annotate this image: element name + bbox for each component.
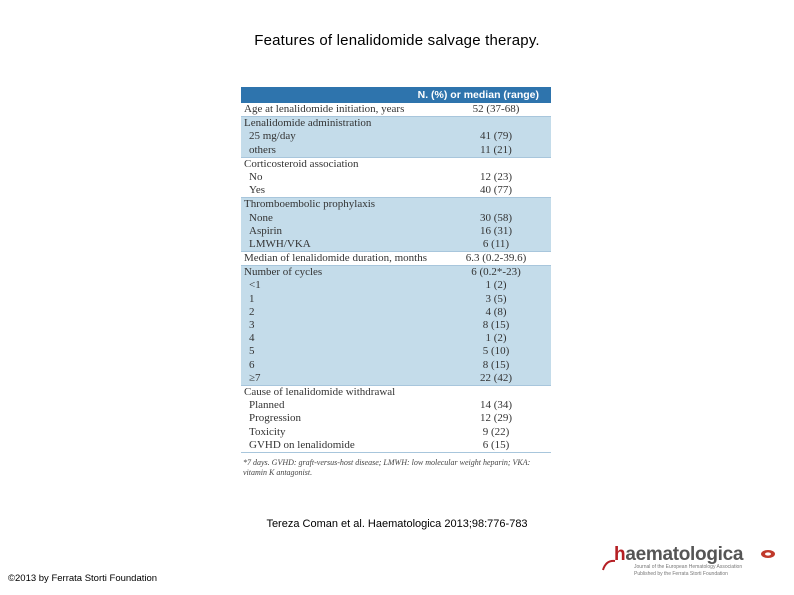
row-label: 4	[249, 332, 255, 345]
table-row	[241, 225, 551, 238]
row-value: 8 (15)	[482, 319, 510, 331]
row-label: 3	[249, 319, 255, 331]
header-value-label: N. (%) or median (range)	[417, 89, 539, 101]
row-value: 1 (2)	[485, 332, 507, 345]
table-row	[241, 359, 551, 372]
table-group	[241, 252, 551, 266]
table-row	[241, 184, 551, 197]
table-row	[241, 439, 551, 452]
row-label: Yes	[249, 184, 266, 197]
logo-subtitle-line-1: Journal of the European Hematology Association	[634, 564, 743, 570]
row-value	[441, 158, 551, 171]
row-value: 6 (0.2*-23)	[471, 266, 521, 279]
row-value: 30 (58)	[479, 211, 513, 224]
row-label: Toxicity	[249, 425, 286, 438]
row-label: others	[249, 143, 276, 156]
row-value: 9 (22)	[482, 425, 510, 438]
logo-wordmark: haematologica	[614, 544, 744, 565]
row-value: 11 (21)	[480, 143, 512, 156]
row-label: GVHD on lenalidomide	[249, 438, 355, 451]
table-row	[241, 306, 551, 319]
row-value: 6 (15)	[482, 438, 510, 451]
row-label: Aspirin	[249, 224, 282, 237]
table-row	[241, 386, 551, 399]
table-row	[241, 345, 551, 358]
table-row	[241, 238, 551, 251]
table-row	[241, 198, 551, 211]
table-group	[241, 158, 551, 199]
table-group	[241, 103, 551, 117]
logo-subtitle-line-2: Published by the Ferrata Storti Foundation	[634, 571, 728, 577]
table-row	[241, 144, 551, 157]
row-label: <1	[249, 279, 261, 292]
table-row	[241, 279, 551, 292]
row-label: 25 mg/day	[249, 130, 296, 143]
row-value: 22 (42)	[479, 371, 513, 384]
copyright-notice: ©2013 by Ferrata Storti Foundation	[8, 573, 158, 584]
row-value: 3 (5)	[485, 292, 507, 305]
features-table	[241, 87, 551, 478]
table-body	[241, 103, 551, 453]
table-row	[241, 399, 551, 412]
table-row	[241, 426, 551, 439]
row-label: 5	[249, 345, 255, 358]
table-row	[241, 372, 551, 385]
citation: Tereza Coman et al. Haematologica 2013;98:776-783	[266, 518, 528, 530]
table-group	[241, 386, 551, 453]
row-label: No	[249, 170, 263, 183]
row-value: 5 (10)	[482, 345, 510, 358]
haematologica-logo	[600, 544, 780, 578]
table-row	[241, 212, 551, 225]
row-label: Age at lenalidomide initiation, years	[244, 103, 405, 115]
table-footnote: *7 days. GVHD: graft-versus-host disease; LMWH: low molecular weight heparin; VKA: vitamin K antagonist.	[243, 457, 531, 477]
row-value: 12 (23)	[479, 170, 513, 183]
row-value: 16 (31)	[479, 224, 513, 237]
table-row	[241, 319, 551, 332]
row-value: 14 (34)	[479, 399, 513, 412]
row-label: Cause of lenalidomide withdrawal	[244, 385, 396, 398]
row-value: 1 (2)	[485, 279, 507, 292]
row-value: 8 (15)	[482, 358, 510, 371]
table-group	[241, 266, 551, 386]
table-row	[241, 332, 551, 345]
row-value: 52 (37-68)	[472, 103, 520, 115]
table-row	[241, 266, 551, 279]
table-row	[241, 103, 551, 116]
table-row	[241, 171, 551, 184]
row-label: Lenalidomide administration	[244, 117, 372, 130]
row-label: Thromboembolic prophylaxis	[244, 198, 376, 211]
row-value	[441, 386, 551, 399]
row-label: None	[249, 211, 273, 224]
row-label: Planned	[249, 399, 285, 412]
table-header	[241, 87, 551, 103]
logo-emblem-icon	[760, 548, 776, 560]
row-label: Corticosteroid association	[244, 157, 359, 170]
row-label: LMWH/VKA	[249, 237, 311, 250]
row-label: ≥7	[249, 371, 261, 384]
slide-title: Features of lenalidomide salvage therapy.	[254, 32, 540, 49]
row-label: 2	[249, 305, 255, 318]
table-row	[241, 117, 551, 130]
table-group	[241, 117, 551, 158]
table-row	[241, 412, 551, 425]
row-value: 12 (29)	[479, 412, 513, 425]
row-label: Median of lenalidomide duration, months	[244, 252, 427, 265]
row-value	[441, 198, 551, 211]
table-row	[241, 158, 551, 171]
row-value: 40 (77)	[479, 184, 513, 197]
row-value: 6.3 (0.2-39.6)	[465, 252, 527, 265]
row-value: 41 (79)	[479, 130, 513, 143]
table-row	[241, 252, 551, 265]
row-value: 6 (11)	[482, 237, 510, 250]
table-row	[241, 293, 551, 306]
table-row	[241, 130, 551, 143]
table-group	[241, 198, 551, 252]
row-value	[441, 117, 551, 130]
row-label: Number of cycles	[244, 266, 323, 279]
row-label: 6	[249, 358, 255, 371]
row-label: 1	[249, 292, 255, 305]
row-label: Progression	[249, 412, 301, 425]
row-value: 4 (8)	[485, 305, 507, 318]
